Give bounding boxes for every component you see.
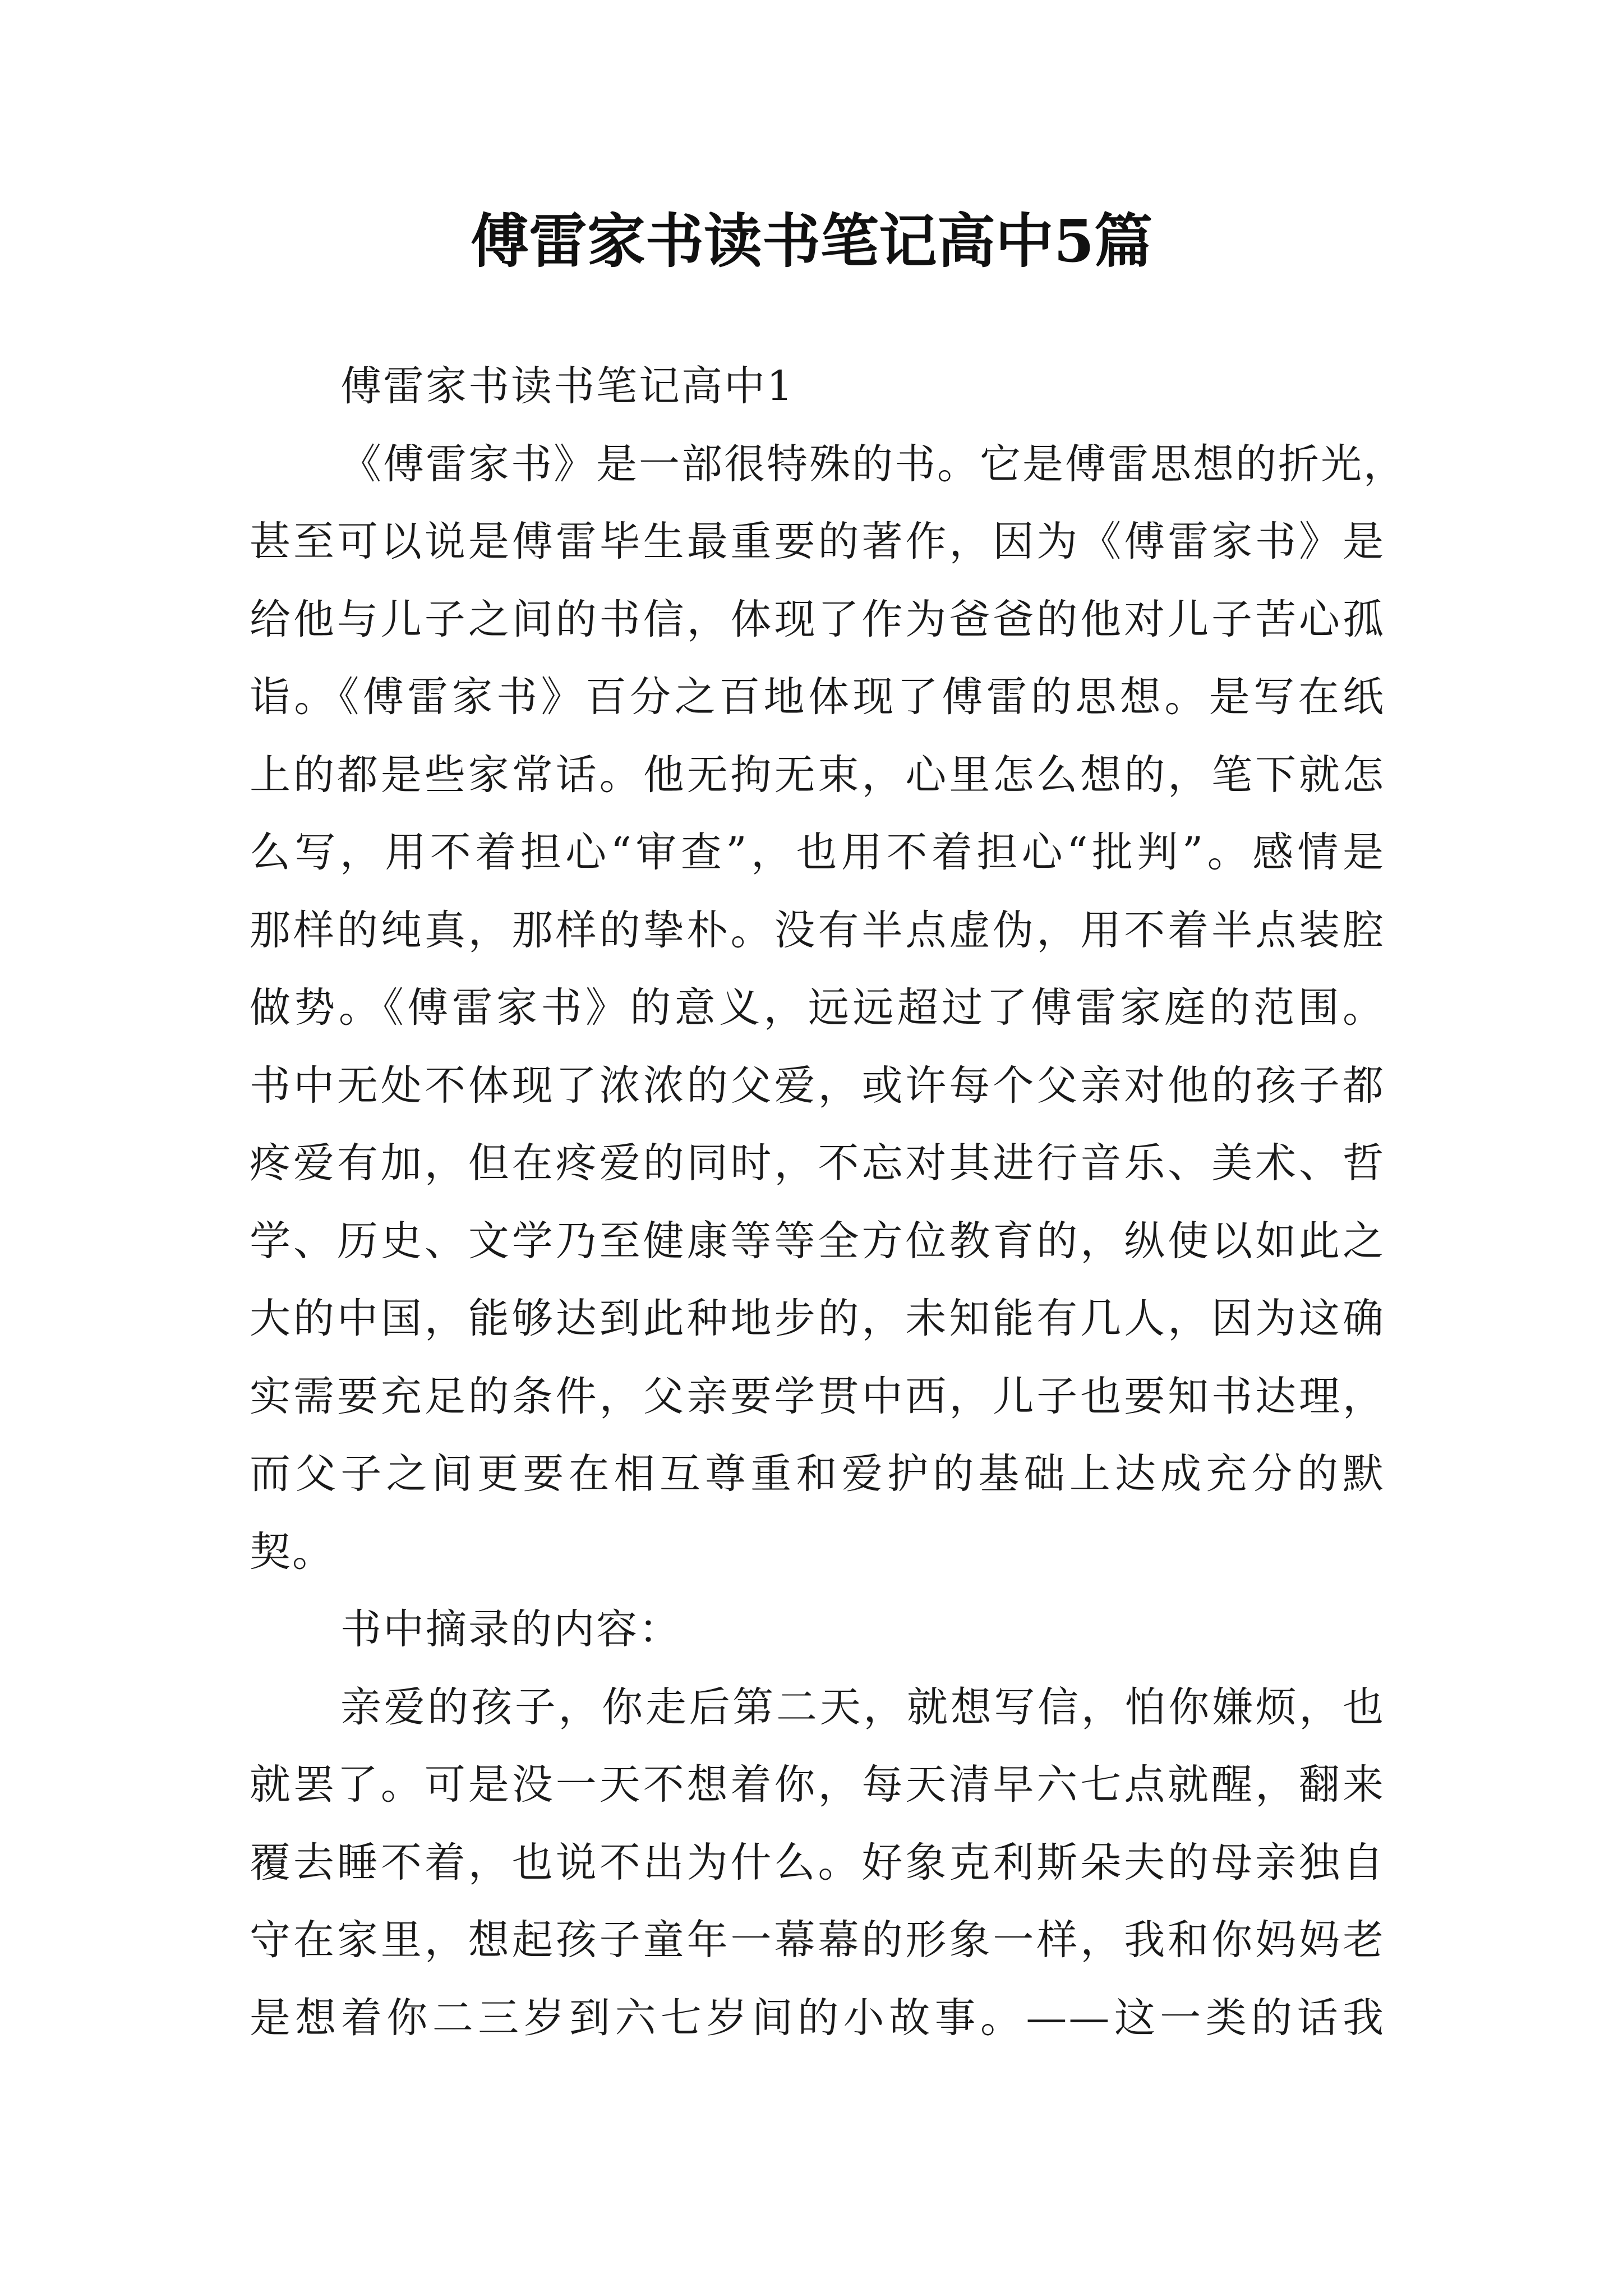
paragraph-2-line: 是想着你二三岁到六七岁间的小故事。——这一类的话我 — [250, 1994, 1385, 2042]
paragraph-2-line: 就罢了。可是没一天不想着你，每天清早六七点就醒，翻来 — [250, 1761, 1385, 1809]
excerpt-heading: 书中摘录的内容： — [340, 1605, 681, 1653]
paragraph-1-line: 实需要充足的条件，父亲要学贯中西，儿子也要知书达理， — [250, 1372, 1385, 1420]
paragraph-1-line: 大的中国，能够达到此种地步的，未知能有几人，因为这确 — [250, 1295, 1385, 1342]
paragraph-1-line: 上的都是些家常话。他无拘无束，心里怎么想的，笔下就怎 — [250, 751, 1385, 799]
paragraph-1-line: 《傅雷家书》是一部很特殊的书。它是傅雷思想的折光， — [340, 440, 1406, 488]
paragraph-2-line: 覆去睡不着，也说不出为什么。好象克利斯朵夫的母亲独自 — [250, 1838, 1385, 1887]
paragraph-1-line: 学、历史、文学乃至健康等等全方位教育的，纵使以如此之 — [250, 1217, 1385, 1265]
paragraph-1-line: 书中无处不体现了浓浓的父爱，或许每个父亲对他的孩子都 — [250, 1061, 1385, 1110]
paragraph-1-line: 甚至可以说是傅雷毕生最重要的著作，因为《傅雷家书》是 — [250, 518, 1385, 565]
document-body — [250, 348, 1406, 2057]
section-heading: 傅雷家书读书笔记高中1 — [340, 362, 795, 410]
document-title: 傅雷家书读书笔记高中5篇 — [470, 206, 1153, 275]
paragraph-1-line: 疼爱有加，但在疼爱的同时，不忘对其进行音乐、美术、哲 — [250, 1139, 1385, 1187]
paragraph-1-line: 做势。《傅雷家书》的意义，远远超过了傅雷家庭的范围。 — [250, 984, 1385, 1032]
paragraph-1-line: 给他与儿子之间的书信，体现了作为爸爸的他对儿子苦心孤 — [250, 595, 1385, 643]
paragraph-1-line: 么写，用不着担心“审查”，也用不着担心“批判”。感情是 — [250, 829, 1385, 876]
paragraph-1-line: 诣。《傅雷家书》百分之百地体现了傅雷的思想。是写在纸 — [250, 673, 1385, 721]
paragraph-2-line: 亲爱的孩子，你走后第二天，就想写信，怕你嫌烦，也 — [340, 1683, 1385, 1731]
paragraph-2 — [250, 1669, 1385, 2058]
paragraph-1-line: 契。 — [250, 1527, 335, 1576]
paragraph-1-line: 那样的纯真，那样的挚朴。没有半点虚伪，用不着半点装腔 — [250, 906, 1385, 954]
paragraph-1 — [250, 426, 1406, 1591]
paragraph-2-line: 守在家里，想起孩子童年一幕幕的形象一样，我和你妈妈老 — [250, 1916, 1385, 1964]
paragraph-1-line: 而父子之间更要在相互尊重和爱护的基础上达成充分的默 — [250, 1450, 1385, 1498]
